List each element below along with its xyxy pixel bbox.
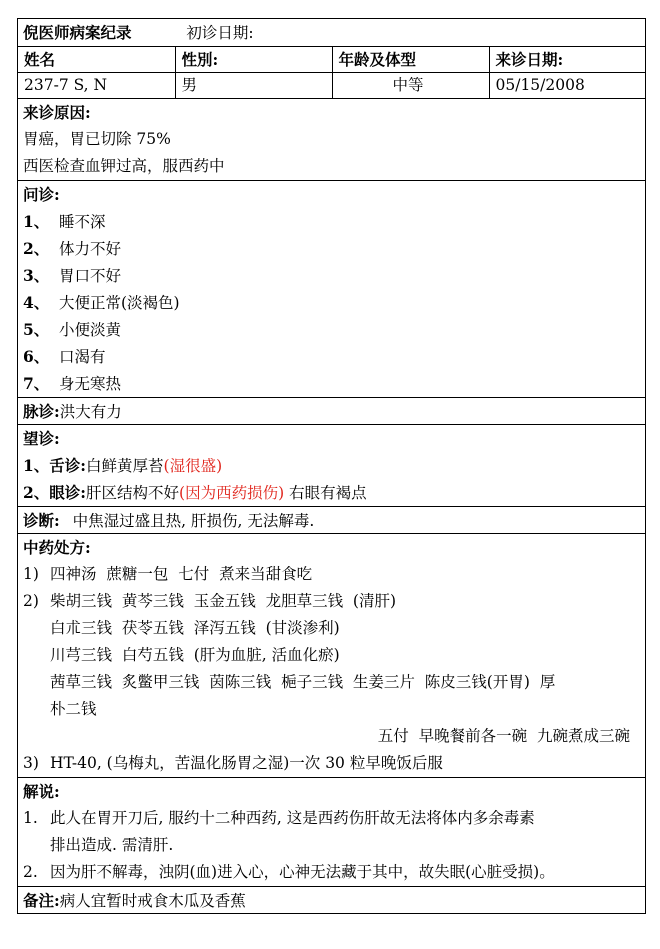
item-text: 小便淡黄 — [59, 321, 122, 339]
age-build-header: 年龄及体型 — [332, 47, 489, 73]
tongue-label: 1、舌诊: — [23, 456, 87, 475]
item-text: 四神汤 蔗糖一包 七付 煮来当甜食吃 — [50, 565, 313, 583]
inquiry-item — [23, 262, 645, 289]
inquiry-label: 问诊: — [23, 185, 60, 204]
reason-line: 胃癌，胃已切除 75% — [23, 130, 171, 148]
reason-section — [18, 98, 645, 180]
diagnosis-label: 诊断: — [23, 511, 60, 530]
item-number: 3) — [23, 754, 39, 772]
reason-line: 西医检查血钾过高，服西药中 — [23, 157, 225, 175]
diagnosis-section — [18, 506, 645, 533]
name-header: 姓名 — [24, 50, 56, 69]
inquiry-item — [23, 235, 645, 262]
eye-text: 肝区结构不好 — [86, 484, 180, 502]
explanation-item — [23, 805, 645, 832]
item-text: 身无寒热 — [59, 375, 122, 393]
item-text: 睡不深 — [59, 213, 106, 231]
item-number: 1) — [23, 565, 39, 583]
eye-diagnosis — [23, 479, 645, 506]
prescription-label: 中药处方: — [23, 538, 91, 557]
explanation-label: 解说: — [23, 782, 60, 801]
diagnosis-text: 中焦湿过盛且热, 肝损伤, 无法解毒. — [72, 512, 315, 530]
pulse-label: 脉诊: — [23, 402, 60, 421]
gender-header: 性別: — [175, 47, 332, 73]
inquiry-section — [18, 180, 645, 397]
item-text: HT-40, (乌梅丸，苦温化肠胃之湿)一次 30 粒早晚饭后服 — [50, 754, 443, 772]
medical-record-sheet — [17, 18, 646, 914]
remarks-section — [18, 886, 645, 913]
item-text: 胃口不好 — [59, 267, 122, 285]
observation-section — [18, 424, 645, 506]
tongue-diagnosis — [23, 452, 645, 479]
tongue-text: 白鲜黄厚苔 — [86, 457, 164, 475]
herb-line: 川芎三钱 白芍五钱 (肝为血脏, 活血化瘀) — [50, 646, 340, 664]
prescription-item — [23, 750, 645, 777]
eye-label: 2、眼诊: — [23, 483, 87, 502]
item-number: 1. — [23, 809, 38, 827]
item-text: 因为肝不解毒，浊阴(血)进入心，心神无法藏于其中，故失眠(心脏受损)。 — [50, 863, 555, 881]
visit-date-header: 来诊日期: — [489, 47, 645, 73]
tongue-note: (湿很盛) — [163, 457, 223, 475]
prescription-item — [23, 561, 645, 588]
item-number: 6、 — [23, 347, 50, 366]
reason-label: 来诊原因: — [23, 103, 91, 122]
prescription-item — [23, 588, 645, 615]
prescription-section — [18, 533, 645, 777]
herb-line: 柴胡三钱 黄芩三钱 玉金五钱 龙胆草三钱 (清肝) — [50, 592, 397, 610]
item-number: 2、 — [23, 239, 50, 258]
dosage-line: 五付 早晚餐前各一碗 九碗煮成三碗 — [377, 727, 630, 745]
info-header-row — [18, 47, 645, 73]
item-number: 2. — [23, 863, 38, 881]
inquiry-item — [23, 208, 645, 235]
record-header — [18, 19, 645, 46]
eye-after: 右眼有褐点 — [284, 484, 367, 502]
first-visit-label: 初诊日期: — [186, 24, 254, 42]
item-number: 1、 — [23, 212, 50, 231]
inquiry-item — [23, 289, 645, 316]
observation-label: 望诊: — [23, 429, 60, 448]
visit-date: 05/15/2008 — [489, 73, 645, 99]
eye-note: (因为西药损伤) — [179, 484, 285, 502]
pulse-section — [18, 397, 645, 424]
item-number: 3、 — [23, 266, 50, 285]
remarks-text: 病人宜暂时戒食木瓜及香蕉 — [59, 892, 246, 910]
herb-line: 朴二钱 — [50, 700, 97, 718]
patient-build: 中等 — [332, 73, 489, 99]
item-number: 2) — [23, 592, 39, 610]
explanation-item — [23, 859, 645, 886]
info-value-row — [18, 73, 645, 99]
patient-info-table — [18, 46, 645, 98]
item-number: 5、 — [23, 320, 50, 339]
remarks-label: 备注: — [23, 891, 60, 910]
item-text: 口渴有 — [59, 348, 106, 366]
patient-name: 237-7 S, N — [18, 73, 175, 99]
patient-gender: 男 — [175, 73, 332, 99]
inquiry-item — [23, 370, 645, 397]
item-number: 7、 — [23, 374, 50, 393]
herb-line: 茜草三钱 炙鳖甲三钱 茵陈三钱 梔子三钱 生姜三片 陈皮三钱(开胃) 厚 — [50, 673, 556, 691]
item-text: 大便正常(淡褐色) — [59, 294, 180, 312]
explanation-continued: 排出造成. 需清肝. — [50, 836, 174, 854]
herb-line: 白朮三钱 茯苓五钱 泽泻五钱 (甘淡渗利) — [50, 619, 340, 637]
item-text: 此人在胃开刀后, 服约十二种西药, 这是西药伤肝故无法将体内多余毒素 — [50, 809, 535, 827]
item-text: 体力不好 — [59, 240, 122, 258]
inquiry-item — [23, 316, 645, 343]
record-title: 倪医师病案纪录 — [23, 23, 132, 42]
inquiry-item — [23, 343, 645, 370]
pulse-text: 洪大有力 — [59, 403, 122, 421]
item-number: 4、 — [23, 293, 50, 312]
explanation-section — [18, 777, 645, 886]
